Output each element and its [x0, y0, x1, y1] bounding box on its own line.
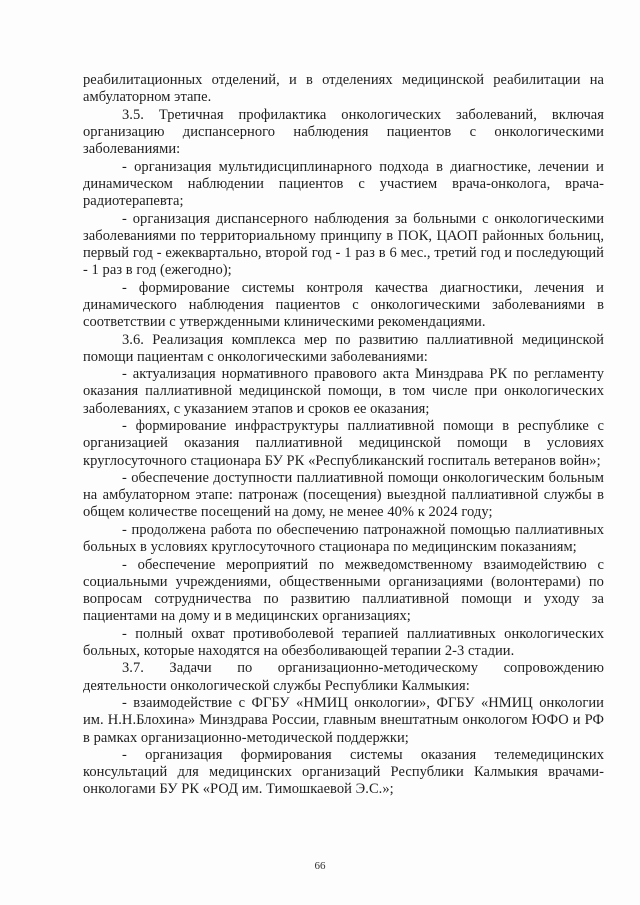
paragraph-quality-control: - формирование системы контроля качества диагностики, лечения и динамического наблюдения пациентов с онкологическими заболеваниями в соответствии с утвержденными клиническими рекомендациями.	[83, 279, 604, 331]
paragraph-rehab-continuation: реабилитационных отделений, и в отделениях медицинской реабилитации на амбулаторном этапе.	[83, 72, 604, 106]
paragraph-section-3-7: 3.7. Задачи по организационно-методическому сопровождению деятельности онкологической службы Республики Калмыкия:	[83, 660, 604, 694]
paragraph-normative-act: - актуализация нормативного правового акта Минздрава РК по регламенту оказания паллиативной медицинской помощи, в том числе при онкологических заболеваниях, с указанием этапов и сроков ее оказания;	[83, 366, 604, 417]
page-number: 66	[314, 860, 326, 872]
paragraph-accessibility: - обеспечение доступности паллиативной помощи онкологическим больным на амбулаторном этапе: патронаж (посещения) выездной паллиативной службы в общем количестве посещений на дому, не менее 40% к 2024 году;	[83, 470, 604, 521]
paragraph-infrastructure: - формирование инфраструктуры паллиативной помощи в республике с организацией оказания паллиативной медицинской помощи в условиях круглосуточного стационара БУ РК «Республиканский госпиталь ветеранов войн»;	[83, 418, 604, 469]
paragraph-interagency: - обеспечение мероприятий по межведомственному взаимодействию с социальными учреждениями, общественными организациями (волонтерами) по вопросам сотрудничества по развитию паллиативной помощи и уходу за пациентами на дому и в медицинских организациях;	[83, 556, 604, 625]
paragraph-section-3-6: 3.6. Реализация комплекса мер по развитию паллиативной медицинской помощи пациентам с онкологическими заболеваниями:	[83, 331, 604, 365]
paragraph-interaction-nmic: - взаимодействие с ФГБУ «НМИЦ онкологии», ФГБУ «НМИЦ онкологии им. Н.Н.Блохина» Минздрава России, главным внештатным онкологом ЮФО и РФ в рамках организационно-методической поддержки;	[83, 695, 604, 746]
paragraph-multidisciplinary: - организация мультидисциплинарного подхода в диагностике, лечении и динамическом наблюдении пациентов с участием врача-онколога, врача-радиотерапевта;	[83, 158, 604, 210]
paragraph-telemedicine: - организация формирования системы оказания телемедицинских консультаций для медицинских организаций Республики Калмыкия врачами-онкологами БУ РК «РОД им. Тимошкаевой Э.С.»;	[83, 747, 604, 798]
document-body	[83, 72, 604, 799]
paragraph-dispensary-observation: - организация диспансерного наблюдения за больными с онкологическими заболеваниями по территориальному принципу в ПОК, ЦАОП районных больниц, первый год - ежеквартально, второй год - 1 раз в 6 мес., третий год и последующий - 1 раз в год (ежегодно);	[83, 210, 604, 279]
paragraph-section-3-5: 3.5. Третичная профилактика онкологических заболеваний, включая организацию диспансерного наблюдения пациентов с онкологическими заболеваниями:	[83, 106, 604, 158]
paragraph-pain-therapy: - полный охват противоболевой терапией паллиативных онкологических больных, которые находятся на обезболивающей терапии 2-3 стадии.	[83, 625, 604, 659]
paragraph-patronage: - продолжена работа по обеспечению патронажной помощью паллиативных больных в условиях круглосуточного стационара по медицинским показаниям;	[83, 521, 604, 556]
